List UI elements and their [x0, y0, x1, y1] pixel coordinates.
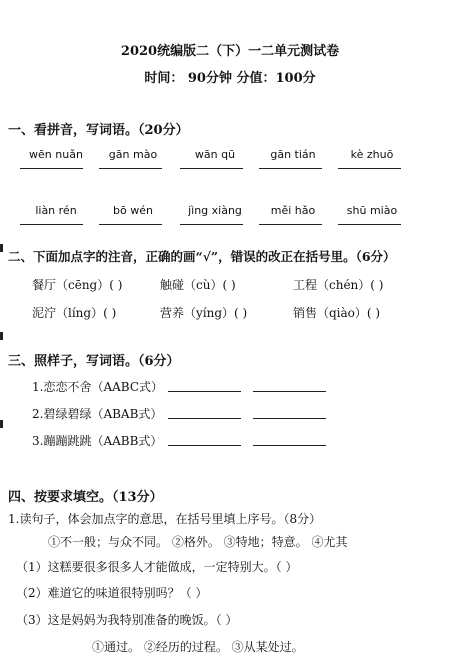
section-heading-2: 二、下面加点字的注音，正确的画“√”，错误的改正在括号里。（6分）: [8, 249, 396, 264]
options-list: ①不一般；与众不同。 ②格外。 ③特地；特意。 ④尤其: [48, 535, 348, 549]
section-heading-1: 一、看拼音，写词语。（20分）: [8, 123, 189, 138]
pronunciation-item: 触碰（cù）( ): [160, 278, 236, 292]
pronunciation-item: 营养（yíng）( ): [160, 306, 248, 320]
answer-line[interactable]: [168, 418, 241, 419]
answer-line[interactable]: [20, 168, 83, 169]
sentence-item: （2）难道它的味道很特别吗？（ ）: [16, 586, 208, 600]
pinyin-label: jìng xiàng: [188, 204, 242, 217]
section-heading-3: 三、照样子，写词语。（6分）: [8, 354, 180, 369]
pinyin-label: liàn rén: [35, 204, 77, 217]
pinyin-label: kè zhuō: [350, 148, 394, 161]
pattern-item: 3.蹦蹦跳跳（AABB式）: [32, 434, 163, 448]
answer-line[interactable]: [338, 224, 401, 225]
pronunciation-item: 餐厅（cēng）( ): [32, 278, 123, 292]
answer-line[interactable]: [259, 168, 322, 169]
answer-line[interactable]: [180, 168, 243, 169]
answer-line[interactable]: [99, 224, 162, 225]
answer-line[interactable]: [168, 445, 241, 446]
sentence-item: （1）这糕要很多很多人才能做成，一定特别大。（ ）: [16, 560, 298, 574]
answer-line[interactable]: [99, 168, 162, 169]
pronunciation-item: 泥泞（líng）( ): [32, 306, 117, 320]
pronunciation-item: 销售（qiào）( ): [293, 306, 381, 320]
section-heading-4: 四、按要求填空。（13分）: [8, 490, 163, 505]
pinyin-label: gān tián: [270, 148, 316, 161]
answer-line[interactable]: [180, 224, 243, 225]
question-text: 1.读句子，体会加点字的意思，在括号里填上序号。（8分）: [8, 512, 322, 526]
options-list: ①通过。 ②经历的过程。 ③从某处过。: [92, 640, 304, 654]
sentence-item: （3）这是妈妈为我特别准备的晚饭。（ ）: [16, 613, 238, 627]
pinyin-label: wēn nuǎn: [29, 148, 83, 161]
pinyin-label: shū miào: [346, 204, 398, 217]
answer-line[interactable]: [168, 391, 241, 392]
margin-mark: [0, 420, 3, 428]
pinyin-label: měi hǎo: [270, 204, 316, 217]
exam-info: 时间： 90分钟 分值：100分: [144, 71, 316, 86]
answer-line[interactable]: [253, 418, 326, 419]
margin-mark: [0, 332, 3, 340]
page-title: 2020统编版二（下）一二单元测试卷: [120, 44, 340, 59]
answer-line[interactable]: [253, 445, 326, 446]
pattern-item: 1.恋恋不舍（AABC式）: [32, 380, 164, 394]
pinyin-label: gān mào: [108, 148, 158, 161]
pattern-item: 2.碧绿碧绿（ABAB式）: [32, 407, 163, 421]
answer-line[interactable]: [338, 168, 401, 169]
answer-line[interactable]: [253, 391, 326, 392]
pinyin-label: wān qū: [194, 148, 236, 161]
answer-line[interactable]: [20, 224, 83, 225]
pronunciation-item: 工程（chén）( ): [293, 278, 384, 292]
pinyin-label: bō wén: [113, 204, 153, 217]
answer-line[interactable]: [259, 224, 322, 225]
margin-mark: [0, 244, 3, 252]
